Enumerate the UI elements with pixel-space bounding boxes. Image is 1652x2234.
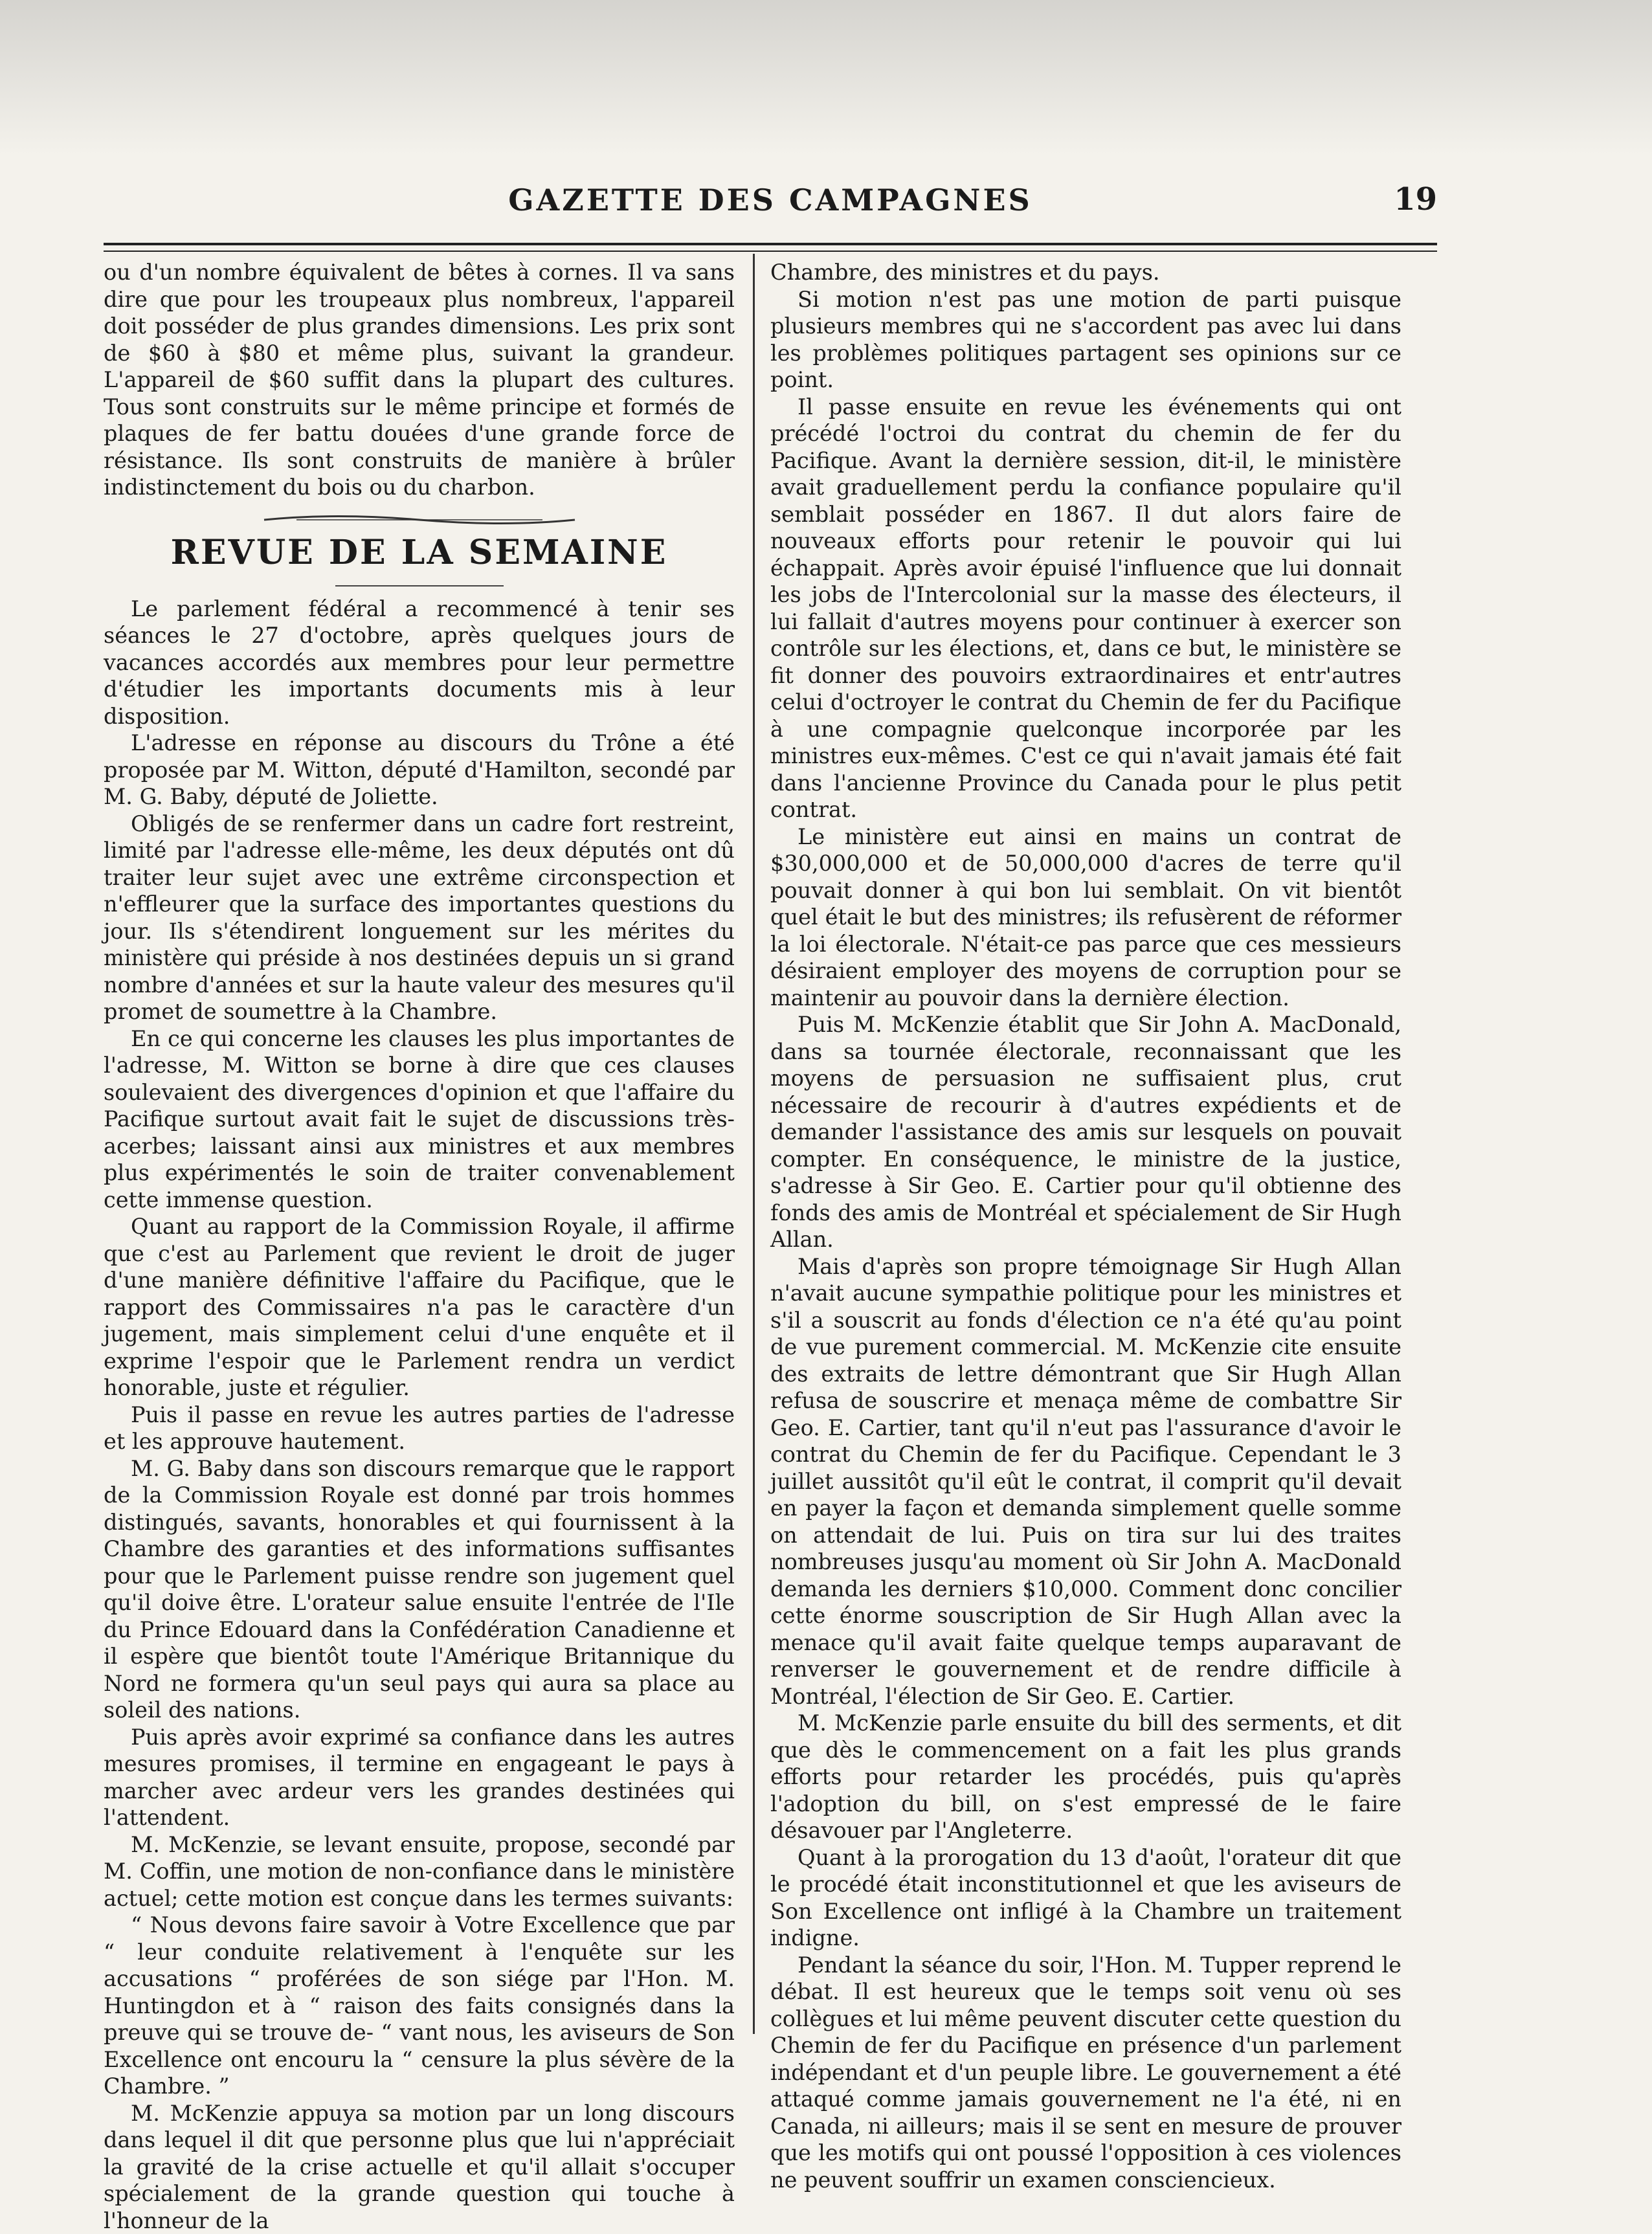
heading-rule: [335, 585, 504, 586]
page-header: [104, 175, 1437, 233]
paragraph: Il passe ensuite en revue les événements qui ont précédé l'octroi du contrat du chemin de fer du Pacifique. Avant la dernière session, dit-il, le ministère avait graduellement perdu la confiance populaire qu'il semblait posséder en 1867. Il dut alors faire de nouveaux efforts pour retenir le pouvoir qui lui échappait. Après avoir épuisé l'influence que lui donnait les jobs de l'Intercolonial sur la masse des électeurs, il lui fallait d'autres moyens pour continuer à exercer son contrôle sur les élections, et, dans ce but, le ministère se fit donner des pouvoirs extraordinaires et entr'autres celui d'octroyer le contrat du Chemin de fer du Pacifique à une compagnie quelconque incorporée par les ministres eux-mêmes. C'est ce qui n'avait jamais été fait dans l'ancienne Province du Canada pour le plus petit contrat.: [770, 394, 1401, 823]
paragraph: M. G. Baby dans son discours remarque que le rapport de la Commission Royale est donné par trois hommes distingués, savants, honorables et qui fournissent à la Chambre des garanties et des informations suffisantes pour que le Parlement puisse rendre son jugement quel qu'il doive être. L'orateur salue ensuite l'entrée de l'Ile du Prince Edouard dans la Confédération Canadienne et il espère que bientôt toute l'Amérique Britannique du Nord ne formera qu'un seul pays qui aura sa place au soleil des nations.: [104, 1455, 735, 1724]
paragraph: Quant au rapport de la Commission Royale, il affirme que c'est au Parlement que revient le droit de juger d'une manière définitive l'affaire du Pacifique, que le rapport des Commissaires n'a pas le caractère d'un jugement, mais simplement celui d'une enquête et il exprime l'espoir que le Parlement rendra un verdict honorable, juste et régulier.: [104, 1213, 735, 1402]
column-divider: [753, 254, 755, 2034]
paragraph: M. McKenzie appuya sa motion par un long discours dans lequel il dit que personne plus que lui n'appréciait la gravité de la crise actuelle et qu'il allait s'occuper spécialement de la grande question qui touche à l'honneur de la: [104, 2100, 735, 2234]
left-column: [104, 259, 735, 2123]
paragraph: Pendant la séance du soir, l'Hon. M. Tupper reprend le débat. Il est heureux que le temps soit venu où ses collègues et lui même peuvent discuter cette question du Chemin de fer du Pacifique en présence d'un parlement indépendant et d'un peuple libre. Le gouvernement a été attaqué comme jamais gouvernement ne l'a été, ni en Canada, ni ailleurs; mais il se sent en mesure de prouver que les motifs qui ont poussé l'opposition à ces violences ne peuvent souffrir un examen consciencieux.: [770, 1952, 1401, 2194]
paragraph: Puis M. McKenzie établit que Sir John A. MacDonald, dans sa tournée électorale, reconnaissant que les moyens de persuasion ne suffisaient plus, crut nécessaire de recourir à d'autres expédients et de demander l'assistance des amis sur lesquels on pouvait compter. En conséquence, le ministre de la justice, s'adresse à Sir Geo. E. Cartier pour qu'il obtienne des fonds des amis de Montréal et spécialement de Sir Hugh Allan.: [770, 1011, 1401, 1253]
paragraph: En ce qui concerne les clauses les plus importantes de l'adresse, M. Witton se borne à dire que ces clauses soulevaient des divergences d'opinion et que l'affaire du Pacifique surtout avait fait le sujet de discussions très-acerbes; laissant ainsi aux ministres et aux membres plus expérimentés le soin de traiter convenablement cette immense question.: [104, 1025, 735, 1214]
right-column: [770, 259, 1401, 2123]
paragraph: Puis il passe en revue les autres parties de l'adresse et les approuve hautement.: [104, 1402, 735, 1455]
ornament-divider: [258, 513, 581, 527]
header-rule: [104, 243, 1437, 252]
scan-noise: [0, 0, 1652, 155]
paragraph: L'adresse en réponse au discours du Trône a été proposée par M. Witton, député d'Hamilton, secondé par M. G. Baby, député de Joliette.: [104, 730, 735, 810]
paragraph: Chambre, des ministres et du pays.: [770, 259, 1401, 286]
section-heading: REVUE DE LA SEMAINE: [104, 533, 735, 572]
paragraph: Si motion n'est pas une motion de parti puisque plusieurs membres qui ne s'accordent pas avec lui dans les problèmes politiques partagent ses opinions sur ce point.: [770, 286, 1401, 394]
paragraph: M. McKenzie, se levant ensuite, propose, secondé par M. Coffin, une motion de non-confiance dans le ministère actuel; cette motion est conçue dans les termes suivants:: [104, 1831, 735, 1912]
quotation: “ Nous devons faire savoir à Votre Excellence que par “ leur conduite relativement à l'enquête sur les accusations “ proférées de son siége par l'Hon. M. Huntingdon et à “ raison des faits consignés dans la preuve qui se trouve de- “ vant nous, les aviseurs de Son Excellence ont encouru la “ censure la plus sévère de la Chambre. ”: [104, 1912, 735, 2100]
paragraph: M. McKenzie parle ensuite du bill des serments, et dit que dès le commencement on a fait les plus grands efforts pour retarder les procédés, puis qu'après l'adoption du bill, on s'est empressé de le faire désavouer par l'Angleterre.: [770, 1710, 1401, 1844]
paragraph: Mais d'après son propre témoignage Sir Hugh Allan n'avait aucune sympathie politique pour les ministres et s'il a souscrit au fonds d'élection ce n'a été qu'au point de vue purement commercial. M. McKenzie cite ensuite des extraits de lettre démontrant que Sir Hugh Allan refusa de souscrire et menaça même de combattre Sir Geo. E. Cartier, tant qu'il n'eut pas l'assurance d'avoir le contrat du Chemin de fer du Pacifique. Cependant le 3 juillet aussitôt qu'il eût le contrat, il comprit qu'il devait en payer la façon et demanda simplement quelle somme on attendait de lui. Puis on tira sur lui des traites nombreuses jusqu'au moment où Sir John A. MacDonald demanda les derniers $10,000. Comment donc concilier cette énorme souscription de Sir Hugh Allan avec la menace qu'il avait faite quelque temps auparavant de renverser le gouvernement et de rendre difficile à Montréal, l'élection de Sir Geo. E. Cartier.: [770, 1253, 1401, 1710]
publication-title: GAZETTE DES CAMPAGNES: [104, 183, 1437, 218]
paragraph: Le parlement fédéral a recommencé à tenir ses séances le 27 d'octobre, après quelques jours de vacances accordés aux membres pour leur permettre d'étudier les importants documents mis à leur disposition.: [104, 596, 735, 730]
paragraph: ou d'un nombre équivalent de bêtes à cornes. Il va sans dire que pour les troupeaux plus nombreux, l'appareil doit posséder de plus grandes dimensions. Les prix sont de $60 à $80 et même plus, suivant la grandeur. L'appareil de $60 suffit dans la plupart des cultures. Tous sont construits sur le même principe et formés de plaques de fer battu douées d'une grande force de résistance. Ils sont construits de manière à brûler indistinctement du bois ou du charbon.: [104, 259, 735, 501]
page-number: 19: [1394, 181, 1437, 218]
paragraph: Obligés de se renfermer dans un cadre fort restreint, limité par l'adresse elle-même, les deux députés ont dû traiter leur sujet avec une extrême circonspection et n'effleurer que la surface des importantes questions du jour. Ils s'étendirent longuement sur les mérites du ministère qui préside à nos destinées depuis un si grand nombre d'années et sur la haute valeur des mesures qu'il promet de soumettre à la Chambre.: [104, 810, 735, 1025]
paragraph: Quant à la prorogation du 13 d'août, l'orateur dit que le procédé était inconstitutionnel et que les aviseurs de Son Excellence ont infligé à la Chambre un traitement indigne.: [770, 1844, 1401, 1952]
paragraph: Le ministère eut ainsi en mains un contrat de $30,000,000 et de 50,000,000 d'acres de terre qu'il pouvait donner à qui bon lui semblait. On vit bientôt quel était le but des ministres; ils refusèrent de réformer la loi électorale. N'était-ce pas parce que ces messieurs désiraient employer des moyens de corruption pour se maintenir au pouvoir dans la dernière élection.: [770, 823, 1401, 1012]
paragraph: Puis après avoir exprimé sa confiance dans les autres mesures promises, il termine en engageant le pays à marcher avec ardeur vers les grandes destinées qui l'attendent.: [104, 1724, 735, 1831]
